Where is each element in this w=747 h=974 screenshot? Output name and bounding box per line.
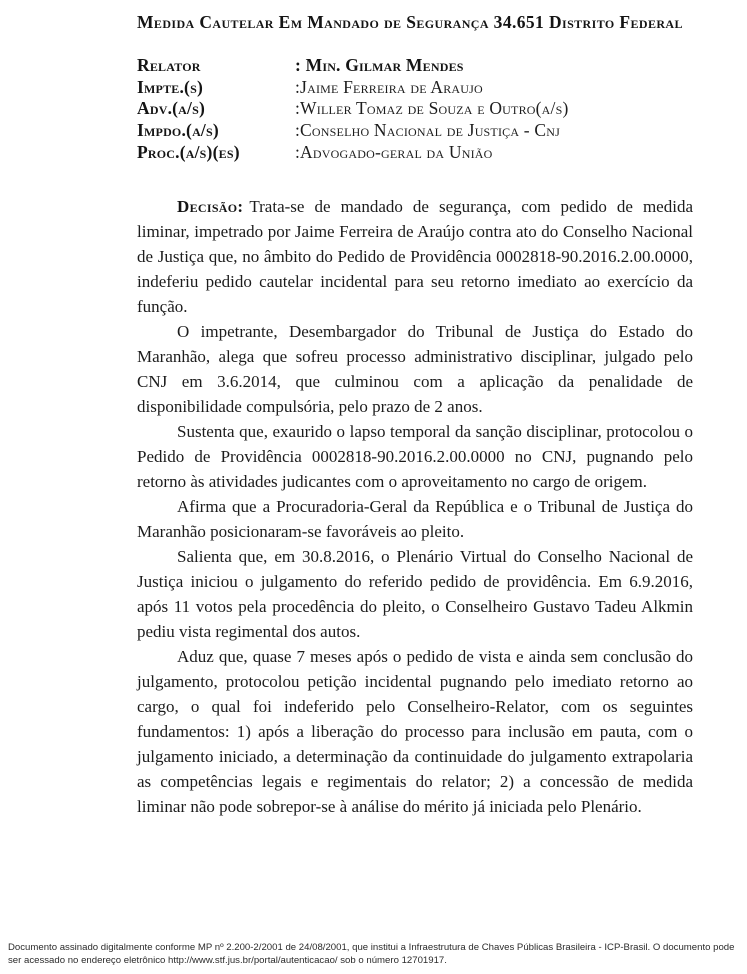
party-value: :Advogado-geral da União (295, 141, 493, 162)
decision-body (137, 194, 693, 819)
paragraph: Salienta que, em 30.8.2016, o Plenário Virtual do Conselho Nacional de Justiça iniciou o julgamento do referido pedido de providência. Em 6.9.2016, após 11 votos pela procedência do pleito, o Conselheiro Gustavo Tadeu Alkmin pediu vista regimental dos autos. (137, 546, 693, 641)
party-row-impetrante (137, 77, 693, 99)
party-row-impetrado (137, 120, 693, 142)
decision-label: Decisão: (177, 196, 244, 216)
paragraph: Afirma que a Procuradoria-Geral da República e o Tribunal de Justiça do Maranhão posicionaram-se favoráveis ao pleito. (137, 496, 693, 541)
party-label: Impte.(s) (137, 76, 203, 97)
party-row-advogado (137, 98, 693, 120)
paragraph: Sustenta que, exaurido o lapso temporal da sanção disciplinar, protocolou o Pedido de Providência 0002818-90.2016.2.00.0000 no CNJ, pugnando pelo retorno às atividades judicantes com o aproveitamento no cargo de origem. (137, 421, 693, 491)
party-label: Proc.(a/s)(es) (137, 141, 240, 162)
paragraph-text: Trata-se de mandado de segurança, com pedido de medida liminar, impetrado por Jaime Ferreira de Araújo contra ato do Conselho Nacional de Justiça que, no âmbito do Pedido de Providência 0002818-90.2016.2.00.0000, indeferiu pedido cautelar incidental para seu retorno imediato ao exercício da função. (137, 196, 693, 316)
paragraph: Aduz que, quase 7 meses após o pedido de vista e ainda sem conclusão do julgamento, protocolou petição incidental pugnando pelo imediato retorno ao cargo, o qual foi indeferido pelo Conselheiro-Relator, com os seguintes fundamentos: 1) após a liberação do processo para inclusão em pauta, com o julgamento iniciado, a determinação da continuidade do julgamento extrapolaria as competências legais e regimentais do relator; 2) a concessão de medida liminar não pode sobrepor-se à análise do mérito já iniciada pelo Plenário. (137, 646, 693, 816)
paragraph-decisao (137, 194, 693, 319)
party-label: Adv.(a/s) (137, 98, 206, 119)
parties-table (137, 55, 693, 164)
party-label: Impdo.(a/s) (137, 120, 219, 141)
document-title: Medida Cautelar Em Mandado de Segurança 34.651 Distrito Federal (137, 12, 683, 32)
party-row-relator (137, 55, 693, 77)
party-value: :Jaime Ferreira de Araujo (295, 76, 483, 97)
party-value: : Min. Gilmar Mendes (295, 55, 464, 75)
party-label: Relator (137, 55, 201, 75)
party-value: :Willer Tomaz de Souza e Outro(a/s) (295, 98, 569, 119)
document-content (137, 9, 693, 819)
digital-signature-footer: Documento assinado digitalmente conforme MP nº 2.200-2/2001 de 24/08/2001, que institui a Infraestrutura de Chaves Públicas Brasileira - ICP-Brasil. O documento pode ser acessado no endereço eletrônico http://www.stf.jus.br/portal/autenticacao/ sob o número 12701917. (8, 942, 735, 966)
party-value: :Conselho Nacional de Justiça - Cnj (295, 120, 561, 141)
paragraph: O impetrante, Desembargador do Tribunal de Justiça do Estado do Maranhão, alega que sofreu processo administrativo disciplinar, julgado pelo CNJ em 3.6.2014, que culminou com a aplicação da penalidade de disponibilidade compulsória, pelo prazo de 2 anos. (137, 321, 693, 416)
party-row-procurador (137, 142, 693, 164)
